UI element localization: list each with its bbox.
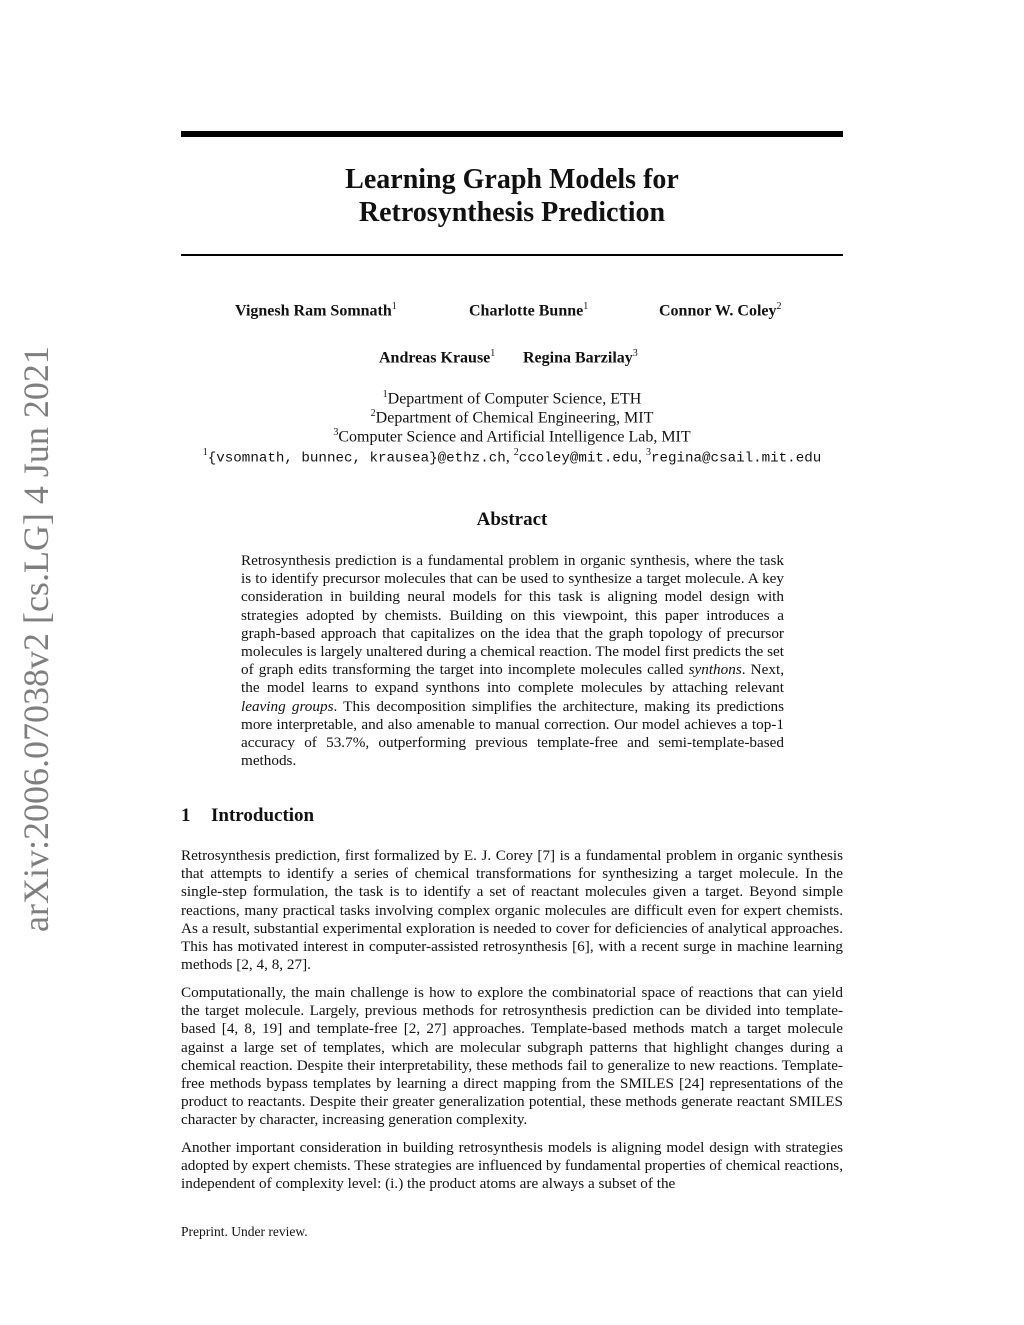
paper-title <box>181 163 843 229</box>
email-link[interactable]: {vsomnath, bunnec, krausea}@ethz.ch <box>207 450 506 467</box>
affiliation: $^1$Department of Computer Science, ETH <box>382 389 642 408</box>
author: Connor W. Coley$^2$ <box>659 301 782 320</box>
author: Andreas Krause$^1$ <box>379 348 496 367</box>
arxiv-identifier: arXiv:2006.07038v2 [cs.LG] 4 Jun 2021 <box>16 346 56 932</box>
author-emails: $^1${vsomnath, bunnec, krausea}@ethz.ch, $^2$ccoley@mit.edu, $^3$regina@csail.mit.edu <box>202 447 822 467</box>
body-paragraph: Retrosynthesis prediction, first formalized by E. J. Corey [7] is a fundamental problem in organic synthesis that attempts to identify a series of chemical transformations for synthesizing a target molecule. In the single-step formulation, the task is to identify a set of reactant molecules given a target. Beyond simple reactions, many practical tasks involving complex organic molecules are difficult even for expert chemists. As a result, substantial experimental exploration is needed to cover for deficiencies of analytical approaches. This has motivated interest in computer-assisted retrosynthesis [6], with a recent surge in machine learning methods [2, 4, 8, 27]. <box>181 847 843 974</box>
paper-title-line-1: Learning Graph Models for <box>345 164 679 195</box>
title-top-rule <box>181 131 843 137</box>
section-number: 1 <box>181 805 191 826</box>
email-link[interactable]: regina@csail.mit.edu <box>650 450 822 467</box>
title-bottom-rule <box>181 254 843 256</box>
affiliation: $^2$Department of Chemical Engineering, MIT <box>370 408 654 427</box>
section-heading <box>181 805 843 827</box>
section-title: Introduction <box>211 805 315 826</box>
paper-title-line-2: Retrosynthesis Prediction <box>358 197 666 228</box>
author: Vignesh Ram Somnath$^1$ <box>235 301 397 320</box>
author: Regina Barzilay$^3$ <box>523 348 638 367</box>
footer-note: Preprint. Under review. <box>181 1224 308 1239</box>
email-link[interactable]: ccoley@mit.edu <box>518 450 638 467</box>
body-paragraph: Computationally, the main challenge is how to explore the combinatorial space of reactions that can yield the target molecule. Largely, previous methods for retrosynthesis prediction can be divided into template-based [4, 8, 19] and template-free [2, 27] approaches. Template-based methods match a target molecule against a large set of templates, which are molecular subgraph patterns that highlight changes during a chemical reaction. Despite their interpretability, these methods fail to generalize to new reactions. Template-free methods bypass templates by learning a direct mapping from the SMILES [24] representations of the product to reactants. Despite their greater generalization potential, these methods generate reactant SMILES character by character, increasing generation complexity. <box>181 984 843 1129</box>
abstract-heading: Abstract <box>476 509 548 530</box>
abstract-text: Retrosynthesis prediction is a fundamental problem in organic synthesis, where the task is to identify precursor molecules that can be used to synthesize a target molecule. A key consideration in building neural models for this task is aligning model design with strategies adopted by chemists. Building on this viewpoint, this paper introduces a graph-based approach that capitalizes on the idea that the graph topology of precursor molecules is largely unaltered during a chemical reaction. The model first predicts the set of graph edits transforming the target into incomplete molecules called synthons. Next, the model learns to expand synthons into complete molecules by attaching relevant leaving groups. This decomposition simplifies the architecture, making its predictions more interpretable, and also amenable to manual correction. Our model achieves a top-1 accuracy of 53.7%, outperforming previous template-free and semi-template-based methods. <box>241 552 784 770</box>
body-paragraph: Another important consideration in building retrosynthesis models is aligning model design with strategies adopted by expert chemists. These strategies are influenced by fundamental properties of chemical reactions, independent of complexity level: (i.) the product atoms are always a subset of the <box>181 1139 843 1193</box>
author: Charlotte Bunne$^1$ <box>469 301 589 320</box>
affiliation: $^3$Computer Science and Artificial Intelligence Lab, MIT <box>333 427 691 446</box>
